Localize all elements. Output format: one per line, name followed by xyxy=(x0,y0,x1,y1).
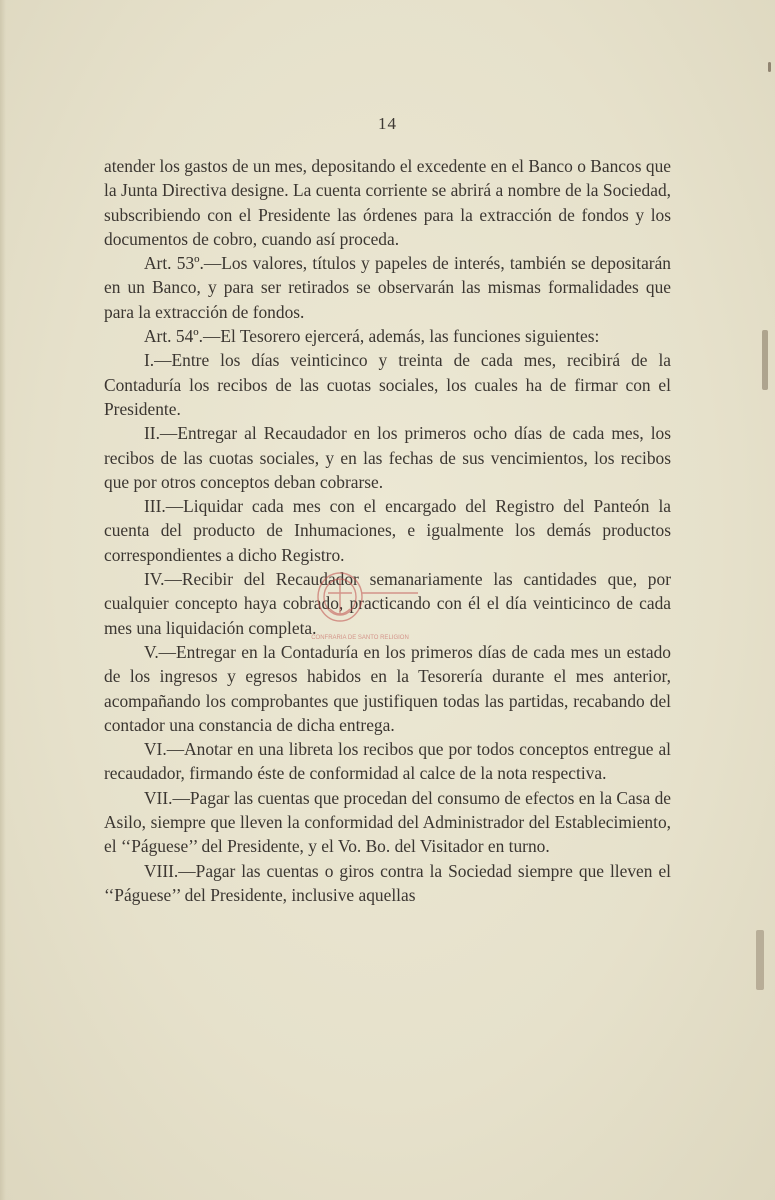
page-number: 14 xyxy=(378,114,397,133)
paragraph-item-vi: VI.—Anotar en una libreta los recibos que por todos conceptos entregue al recaudador, firmando éste de conformidad al calce de la nota respectiva. xyxy=(104,739,671,784)
paragraph-item-i: I.—Entre los días veinticinco y treinta de cada mes, recibirá de la Contaduría los recibos de las cuotas sociales, los cuales ha de firmar con el Presidente. xyxy=(104,350,671,419)
paragraph-item-ii: II.—Entregar al Recaudador en los primeros ocho días de cada mes, los recibos de las cuotas sociales, y en las fechas de sus vencimientos, los recibos que por otros conceptos deban cobrarse. xyxy=(104,423,671,492)
body-text xyxy=(104,154,671,907)
paragraph-art-53: Art. 53º.—Los valores, títulos y papeles de interés, también se depositarán en un Banco, y para ser retirados se observarán las mismas formalidades que para la extracción de fondos. xyxy=(104,253,671,322)
paragraph-item-v: V.—Entregar en la Contaduría en los primeros días de cada mes un estado de los ingresos y egresos habidos en la Tesorería durante el mes anterior, acompañando los comprobantes que justifiquen todas las partidas, recabando del contador una constancia de dicha entrega. xyxy=(104,641,671,735)
paragraph-item-viii: VIII.—Pagar las cuentas o giros contra la Sociedad siempre que lleven el ‘‘Páguese’’ del Presidente, inclusive aquellas xyxy=(104,860,671,905)
page-edge-shadow xyxy=(0,0,6,1200)
seal-stamp-icon xyxy=(300,565,420,645)
paragraph-continuation: atender los gastos de un mes, depositando el excedente en el Banco o Bancos que la Junta Directiva designe. La cuenta corriente se abrirá a nombre de la Sociedad, subscribiendo con el Presidente las órdenes para la extracción de fondos y los documentos de cobro, cuando así proceda. xyxy=(104,156,671,249)
page-speck xyxy=(762,330,768,390)
stamp-caption: CONFRARIA DE SANTO RELIGION xyxy=(311,635,409,641)
page-speck xyxy=(768,62,771,72)
page-speck xyxy=(756,930,764,990)
paragraph-item-vii: VII.—Pagar las cuentas que procedan del consumo de efectos en la Casa de Asilo, siempre que lleven la conformidad del Administrador del Establecimiento, el ‘‘Páguese’’ del Presidente, y el Vo. Bo. del Visitador en turno. xyxy=(104,787,671,857)
paragraph-item-iv: IV.—Recibir del Recaudador semanariamente las cantidades que, por cualquier concepto haya cobrado, practicando con él el día veinticinco de cada mes una liquidación completa. xyxy=(104,569,671,638)
paragraph-art-54: Art. 54º.—El Tesorero ejercerá, además, las funciones siguientes: xyxy=(144,326,600,347)
paragraph-item-iii: III.—Liquidar cada mes con el encargado del Registro del Panteón la cuenta del producto de Inhumaciones, e igualmente los demás productos correspondientes a dicho Registro. xyxy=(104,496,671,565)
